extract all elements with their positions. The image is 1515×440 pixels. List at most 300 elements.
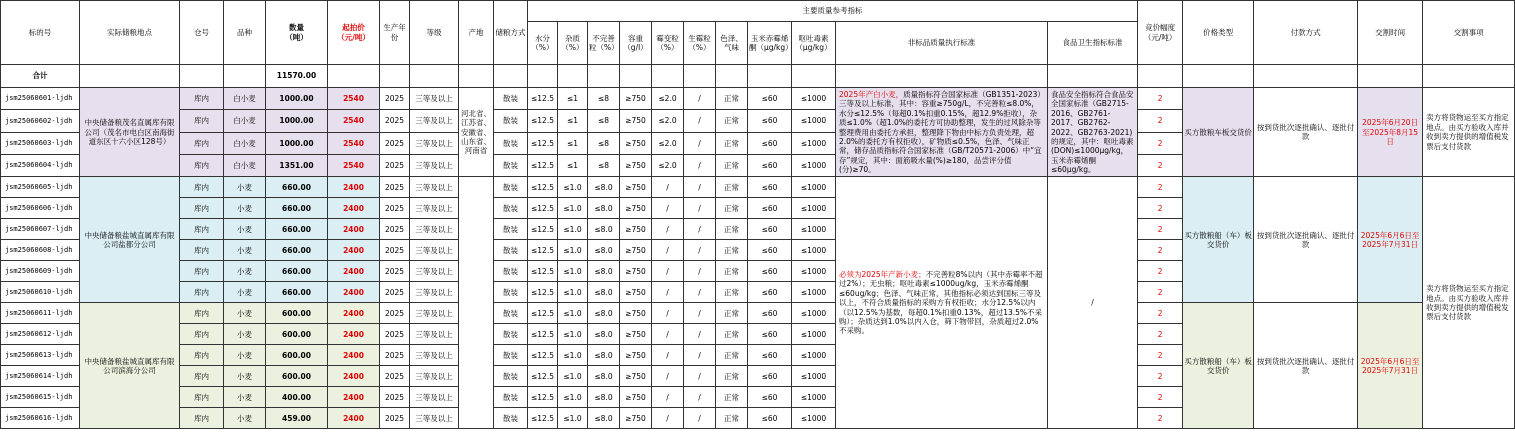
- start-price: 2540: [328, 110, 380, 132]
- don-toxin: ≤1000: [792, 88, 836, 110]
- moisture: ≤12.5: [528, 303, 558, 324]
- total-empty: [80, 65, 180, 88]
- warehouse-no: 库内: [180, 198, 224, 219]
- storage-method: 散装: [494, 110, 528, 132]
- zearalenone: ≤60: [748, 324, 792, 345]
- header-grade: 等级: [410, 1, 459, 65]
- sprouted-grains: /: [684, 88, 716, 110]
- delivery-time: 2025年6月6日至2025年7月31日: [1358, 303, 1423, 429]
- production-year: 2025: [380, 408, 410, 429]
- total-empty: [224, 65, 266, 88]
- warehouse-no: 库内: [180, 110, 224, 132]
- warehouse-no: 库内: [180, 219, 224, 240]
- production-year: 2025: [380, 240, 410, 261]
- imperfect-grains: ≤8: [588, 88, 620, 110]
- warehouse-no: 库内: [180, 366, 224, 387]
- production-year: 2025: [380, 132, 410, 154]
- start-price: 2400: [328, 177, 380, 198]
- production-year: 2025: [380, 177, 410, 198]
- production-year: 2025: [380, 366, 410, 387]
- production-year: 2025: [380, 88, 410, 110]
- color-smell: 正常: [716, 366, 748, 387]
- total-empty: [684, 65, 716, 88]
- bid-step: 2: [1138, 110, 1183, 132]
- variety: 小麦: [224, 345, 266, 366]
- sprouted-grains: /: [684, 177, 716, 198]
- sprouted-grains: /: [684, 387, 716, 408]
- start-price: 2400: [328, 282, 380, 303]
- food-safety-standard: /: [1048, 177, 1138, 429]
- header-quality-group: 主要质量参考指标: [528, 1, 1138, 22]
- total-empty: [792, 65, 836, 88]
- storage-method: 散装: [494, 282, 528, 303]
- bid-step: 2: [1138, 408, 1183, 429]
- bulk-density: ≥750: [620, 240, 652, 261]
- nonstd-quality-standard: [836, 88, 1048, 177]
- header-start-price: [328, 1, 380, 65]
- quantity: 660.00: [266, 282, 328, 303]
- imperfect-grains: ≤8.0: [588, 345, 620, 366]
- total-empty: [1423, 65, 1515, 88]
- storage-method: 散装: [494, 198, 528, 219]
- variety: 小麦: [224, 282, 266, 303]
- storage-method: 散装: [494, 155, 528, 177]
- start-price: 2400: [328, 387, 380, 408]
- don-toxin: ≤1000: [792, 177, 836, 198]
- variety: 小麦: [224, 303, 266, 324]
- mildew-grains: /: [652, 219, 684, 240]
- header-color-smell: 色泽、气味: [716, 22, 748, 65]
- start-price: 2400: [328, 303, 380, 324]
- color-smell: 正常: [716, 303, 748, 324]
- mildew-grains: /: [652, 345, 684, 366]
- total-quantity: 11570.00: [266, 65, 328, 88]
- mildew-grains: /: [652, 387, 684, 408]
- bulk-density: ≥750: [620, 261, 652, 282]
- imperfect-grains: ≤8: [588, 155, 620, 177]
- sprouted-grains: /: [684, 240, 716, 261]
- lot-number: jsm25060611-ljdh: [1, 303, 80, 324]
- zearalenone: ≤60: [748, 88, 792, 110]
- quantity: 1000.00: [266, 132, 328, 154]
- storage-method: 散装: [494, 219, 528, 240]
- zearalenone: ≤60: [748, 155, 792, 177]
- lot-number: jsm25060614-ljdh: [1, 366, 80, 387]
- imperfect-grains: ≤8.0: [588, 240, 620, 261]
- storage-method: 散装: [494, 303, 528, 324]
- moisture: ≤12.5: [528, 282, 558, 303]
- storage-method: 散装: [494, 408, 528, 429]
- don-toxin: ≤1000: [792, 198, 836, 219]
- warehouse-no: 库内: [180, 345, 224, 366]
- header-mildew: 霉变粒（%）: [652, 22, 684, 65]
- don-toxin: ≤1000: [792, 366, 836, 387]
- zearalenone: ≤60: [748, 198, 792, 219]
- color-smell: 正常: [716, 198, 748, 219]
- impurity: ≤1.0: [558, 324, 588, 345]
- storage-method: 散装: [494, 387, 528, 408]
- table-row: [1, 177, 1515, 198]
- zearalenone: ≤60: [748, 345, 792, 366]
- header-delivery-notes: 交割事项: [1423, 1, 1515, 65]
- storage-method: 散装: [494, 132, 528, 154]
- warehouse-no: 库内: [180, 303, 224, 324]
- total-empty: [410, 65, 459, 88]
- impurity: ≤1: [558, 155, 588, 177]
- zearalenone: ≤60: [748, 303, 792, 324]
- warehouse-no: 库内: [180, 177, 224, 198]
- header-bulk-density: 容重（g/l）: [620, 22, 652, 65]
- lot-number: jsm25060601-ljdh: [1, 88, 80, 110]
- color-smell: 正常: [716, 177, 748, 198]
- impurity: ≤1.0: [558, 303, 588, 324]
- quantity: 660.00: [266, 219, 328, 240]
- storage-method: 散装: [494, 345, 528, 366]
- mildew-grains: /: [652, 198, 684, 219]
- total-empty: [380, 65, 410, 88]
- grade: 三等及以上: [410, 303, 459, 324]
- color-smell: 正常: [716, 345, 748, 366]
- mildew-grains: ≤2.0: [652, 110, 684, 132]
- total-empty: [1358, 65, 1423, 88]
- quantity: 400.00: [266, 387, 328, 408]
- delivery-time: 2025年6月20日至2025年8月15日: [1358, 88, 1423, 177]
- storage-method: 散装: [494, 88, 528, 110]
- color-smell: 正常: [716, 155, 748, 177]
- bid-step: 2: [1138, 261, 1183, 282]
- imperfect-grains: ≤8: [588, 132, 620, 154]
- sprouted-grains: /: [684, 261, 716, 282]
- payment-method: 按到货批次逐批确认、逐批付款: [1254, 88, 1358, 177]
- grade: 三等及以上: [410, 324, 459, 345]
- header-storage: 储粮方式: [494, 1, 528, 65]
- moisture: ≤12.5: [528, 132, 558, 154]
- don-toxin: ≤1000: [792, 110, 836, 132]
- grade: 三等及以上: [410, 261, 459, 282]
- storage-location: 中央储备粮茂名直属库有限公司（茂名市电白区南海街道东区十六小区128号）: [80, 88, 180, 177]
- don-toxin: ≤1000: [792, 408, 836, 429]
- production-year: 2025: [380, 324, 410, 345]
- variety: 小麦: [224, 198, 266, 219]
- sprouted-grains: /: [684, 366, 716, 387]
- don-toxin: ≤1000: [792, 219, 836, 240]
- moisture: ≤12.5: [528, 366, 558, 387]
- zearalenone: ≤60: [748, 261, 792, 282]
- bid-step: 2: [1138, 324, 1183, 345]
- production-year: 2025: [380, 261, 410, 282]
- color-smell: 正常: [716, 219, 748, 240]
- grade: 三等及以上: [410, 345, 459, 366]
- don-toxin: ≤1000: [792, 240, 836, 261]
- mildew-grains: ≤2.0: [652, 132, 684, 154]
- moisture: ≤12.5: [528, 88, 558, 110]
- warehouse-no: 库内: [180, 387, 224, 408]
- payment-method: 按到货批次逐批确认、逐批付款: [1254, 303, 1358, 429]
- imperfect-grains: ≤8.0: [588, 408, 620, 429]
- zearalenone: ≤60: [748, 110, 792, 132]
- lot-number: jsm25060616-ljdh: [1, 408, 80, 429]
- header-start-price-unit: （元/吨）: [337, 32, 370, 42]
- table-row: [1, 303, 1515, 324]
- header-delivery-time: 交割时间: [1358, 1, 1423, 65]
- start-price: 2540: [328, 88, 380, 110]
- total-empty: [1183, 65, 1254, 88]
- sprouted-grains: /: [684, 303, 716, 324]
- header-payment: 付款方式: [1254, 1, 1358, 65]
- production-year: 2025: [380, 282, 410, 303]
- start-price: 2540: [328, 155, 380, 177]
- don-toxin: ≤1000: [792, 282, 836, 303]
- zearalenone: ≤60: [748, 219, 792, 240]
- lot-number: jsm25060605-ljdh: [1, 177, 80, 198]
- impurity: ≤1.0: [558, 177, 588, 198]
- bulk-density: ≥750: [620, 324, 652, 345]
- start-price: 2400: [328, 366, 380, 387]
- total-empty: [620, 65, 652, 88]
- warehouse-no: 库内: [180, 324, 224, 345]
- bid-step: 2: [1138, 240, 1183, 261]
- moisture: ≤12.5: [528, 345, 558, 366]
- warehouse-no: 库内: [180, 261, 224, 282]
- zearalenone: ≤60: [748, 240, 792, 261]
- quantity: 600.00: [266, 303, 328, 324]
- total-empty: [1048, 65, 1138, 88]
- nonstd-text: 不完善粒8%以内（其中赤霉率不超过2%）；无虫粮；呕吐毒素≤1000ug/kg，玉米赤霉烯酮≤60ug/kg；色泽、气味正常，其他指标必须达到国标三等及以上，不符合质量指标的采购方有权拒收；水分12.5%以内（以12.5%为基数，每超0.1%扣重0.13%，超过13.5%不采购）；杂质达到1.0%以内入仓，筛下物带回，杂质超过2.0%不采购。: [839, 270, 1043, 336]
- delivery-time: 2025年6月6日至2025年7月31日: [1358, 177, 1423, 303]
- storage-method: 散装: [494, 177, 528, 198]
- imperfect-grains: ≤8.0: [588, 366, 620, 387]
- production-year: 2025: [380, 219, 410, 240]
- impurity: ≤1.0: [558, 282, 588, 303]
- lot-number: jsm25060604-ljdh: [1, 155, 80, 177]
- impurity: ≤1.0: [558, 387, 588, 408]
- header-origin: 产地: [459, 1, 494, 65]
- impurity: ≤1.0: [558, 261, 588, 282]
- imperfect-grains: ≤8.0: [588, 303, 620, 324]
- origin: 河北省、江苏省、安徽省、山东省、河南省: [459, 88, 494, 177]
- start-price: 2400: [328, 324, 380, 345]
- lot-number: jsm25060615-ljdh: [1, 387, 80, 408]
- start-price: 2400: [328, 219, 380, 240]
- moisture: ≤12.5: [528, 324, 558, 345]
- header-warehouse: 仓号: [180, 1, 224, 65]
- quantity: 1351.00: [266, 155, 328, 177]
- variety: 小麦: [224, 219, 266, 240]
- color-smell: 正常: [716, 261, 748, 282]
- header-year: 生产年份: [380, 1, 410, 65]
- warehouse-no: 库内: [180, 132, 224, 154]
- total-empty: [494, 65, 528, 88]
- bulk-density: ≥750: [620, 366, 652, 387]
- header-food-safety: 食品卫生指标标准: [1048, 22, 1138, 65]
- moisture: ≤12.5: [528, 155, 558, 177]
- imperfect-grains: ≤8.0: [588, 282, 620, 303]
- grade: 三等及以上: [410, 198, 459, 219]
- mildew-grains: ≤2.0: [652, 155, 684, 177]
- total-empty: [836, 65, 1048, 88]
- zearalenone: ≤60: [748, 177, 792, 198]
- header-nonstd: 非标品质量执行标准: [836, 22, 1048, 65]
- impurity: ≤1.0: [558, 198, 588, 219]
- warehouse-no: 库内: [180, 408, 224, 429]
- bid-step: 2: [1138, 155, 1183, 177]
- lot-number: jsm25060603-ljdh: [1, 132, 80, 154]
- header-quantity: [266, 1, 328, 65]
- zearalenone: ≤60: [748, 408, 792, 429]
- impurity: ≤1.0: [558, 366, 588, 387]
- bid-step: 2: [1138, 198, 1183, 219]
- variety: 小麦: [224, 366, 266, 387]
- origin-empty: [459, 177, 494, 429]
- bulk-density: ≥750: [620, 303, 652, 324]
- don-toxin: ≤1000: [792, 324, 836, 345]
- header-variety: 品种: [224, 1, 266, 65]
- start-price: 2400: [328, 240, 380, 261]
- quantity: 660.00: [266, 177, 328, 198]
- total-empty: [1254, 65, 1358, 88]
- total-empty: [459, 65, 494, 88]
- mildew-grains: /: [652, 282, 684, 303]
- moisture: ≤12.5: [528, 387, 558, 408]
- warehouse-no: 库内: [180, 88, 224, 110]
- imperfect-grains: ≤8: [588, 110, 620, 132]
- bulk-density: ≥750: [620, 219, 652, 240]
- bid-step: 2: [1138, 345, 1183, 366]
- header-lot: 标的号: [1, 1, 80, 65]
- moisture: ≤12.5: [528, 110, 558, 132]
- sprouted-grains: /: [684, 110, 716, 132]
- moisture: ≤12.5: [528, 177, 558, 198]
- grade: 三等及以上: [410, 387, 459, 408]
- total-label: 合计: [1, 65, 80, 88]
- zearalenone: ≤60: [748, 282, 792, 303]
- don-toxin: ≤1000: [792, 303, 836, 324]
- mildew-grains: /: [652, 261, 684, 282]
- bulk-density: ≥750: [620, 345, 652, 366]
- nonstd-quality-standard: [836, 177, 1048, 429]
- grade: 三等及以上: [410, 110, 459, 132]
- grade: 三等及以上: [410, 282, 459, 303]
- color-smell: 正常: [716, 240, 748, 261]
- lot-number: jsm25060609-ljdh: [1, 261, 80, 282]
- variety: 白小麦: [224, 155, 266, 177]
- quantity: 600.00: [266, 366, 328, 387]
- mildew-grains: /: [652, 240, 684, 261]
- don-toxin: ≤1000: [792, 345, 836, 366]
- bid-step: 2: [1138, 387, 1183, 408]
- storage-method: 散装: [494, 366, 528, 387]
- total-empty: [528, 65, 558, 88]
- sprouted-grains: /: [684, 345, 716, 366]
- zearalenone: ≤60: [748, 132, 792, 154]
- variety: 小麦: [224, 324, 266, 345]
- total-empty: [1138, 65, 1183, 88]
- quantity: 459.00: [266, 408, 328, 429]
- variety: 小麦: [224, 240, 266, 261]
- lot-number: jsm25060610-ljdh: [1, 282, 80, 303]
- don-toxin: ≤1000: [792, 261, 836, 282]
- bulk-density: ≥750: [620, 387, 652, 408]
- imperfect-grains: ≤8.0: [588, 387, 620, 408]
- production-year: 2025: [380, 110, 410, 132]
- bid-step: 2: [1138, 282, 1183, 303]
- imperfect-grains: ≤8.0: [588, 219, 620, 240]
- delivery-notes: 卖方将货物运至买方指定地点。由买方验收入库并收到卖方提供的增值税发票后支付货款: [1423, 177, 1515, 429]
- quantity: 660.00: [266, 261, 328, 282]
- impurity: ≤1: [558, 110, 588, 132]
- start-price: 2400: [328, 198, 380, 219]
- table-row: [1, 88, 1515, 110]
- imperfect-grains: ≤8.0: [588, 177, 620, 198]
- total-empty: [558, 65, 588, 88]
- sprouted-grains: /: [684, 219, 716, 240]
- moisture: ≤12.5: [528, 219, 558, 240]
- header-imperfect: 不完善粒（%）: [588, 22, 620, 65]
- bid-step: 2: [1138, 88, 1183, 110]
- production-year: 2025: [380, 387, 410, 408]
- delivery-notes: 卖方将货物运至买方指定地点。由买方验收入库并收到卖方提供的增值税发票后支付货款: [1423, 88, 1515, 177]
- bid-step: 2: [1138, 219, 1183, 240]
- zearalenone: ≤60: [748, 387, 792, 408]
- impurity: ≤1: [558, 88, 588, 110]
- zearalenone: ≤60: [748, 366, 792, 387]
- don-toxin: ≤1000: [792, 155, 836, 177]
- storage-location: 中央储备粮盐城直属库有限公司滨海分公司: [80, 303, 180, 429]
- moisture: ≤12.5: [528, 198, 558, 219]
- bulk-density: ≥750: [620, 132, 652, 154]
- warehouse-no: 库内: [180, 282, 224, 303]
- mildew-grains: ≤2.0: [652, 88, 684, 110]
- lot-number: jsm25060602-ljdh: [1, 110, 80, 132]
- color-smell: 正常: [716, 387, 748, 408]
- production-year: 2025: [380, 155, 410, 177]
- lot-number: jsm25060606-ljdh: [1, 198, 80, 219]
- bulk-density: ≥750: [620, 110, 652, 132]
- mildew-grains: /: [652, 303, 684, 324]
- color-smell: 正常: [716, 324, 748, 345]
- header-quantity-label: 数量: [289, 23, 304, 33]
- warehouse-no: 库内: [180, 155, 224, 177]
- bid-step: 2: [1138, 366, 1183, 387]
- variety: 白小麦: [224, 88, 266, 110]
- header-zearalenone: 玉米赤霉烯酮（μg/kg）: [748, 22, 792, 65]
- total-empty: [180, 65, 224, 88]
- header-quantity-unit: （吨）: [285, 32, 308, 42]
- color-smell: 正常: [716, 132, 748, 154]
- quantity: 660.00: [266, 240, 328, 261]
- variety: 白小麦: [224, 110, 266, 132]
- impurity: ≤1.0: [558, 408, 588, 429]
- grade: 三等及以上: [410, 366, 459, 387]
- header-impurity: 杂质（%）: [558, 22, 588, 65]
- lot-number: jsm25060608-ljdh: [1, 240, 80, 261]
- mildew-grains: /: [652, 324, 684, 345]
- sprouted-grains: /: [684, 155, 716, 177]
- don-toxin: ≤1000: [792, 387, 836, 408]
- total-empty: [716, 65, 748, 88]
- storage-method: 散装: [494, 240, 528, 261]
- storage-method: 散装: [494, 324, 528, 345]
- grade: 三等及以上: [410, 219, 459, 240]
- quantity: 1000.00: [266, 88, 328, 110]
- bid-step: 2: [1138, 177, 1183, 198]
- impurity: ≤1.0: [558, 240, 588, 261]
- color-smell: 正常: [716, 110, 748, 132]
- price-type: 买方散粮船（车）板交货价: [1183, 303, 1254, 429]
- don-toxin: ≤1000: [792, 132, 836, 154]
- bulk-density: ≥750: [620, 282, 652, 303]
- header-sprouted: 生霉粒（%）: [684, 22, 716, 65]
